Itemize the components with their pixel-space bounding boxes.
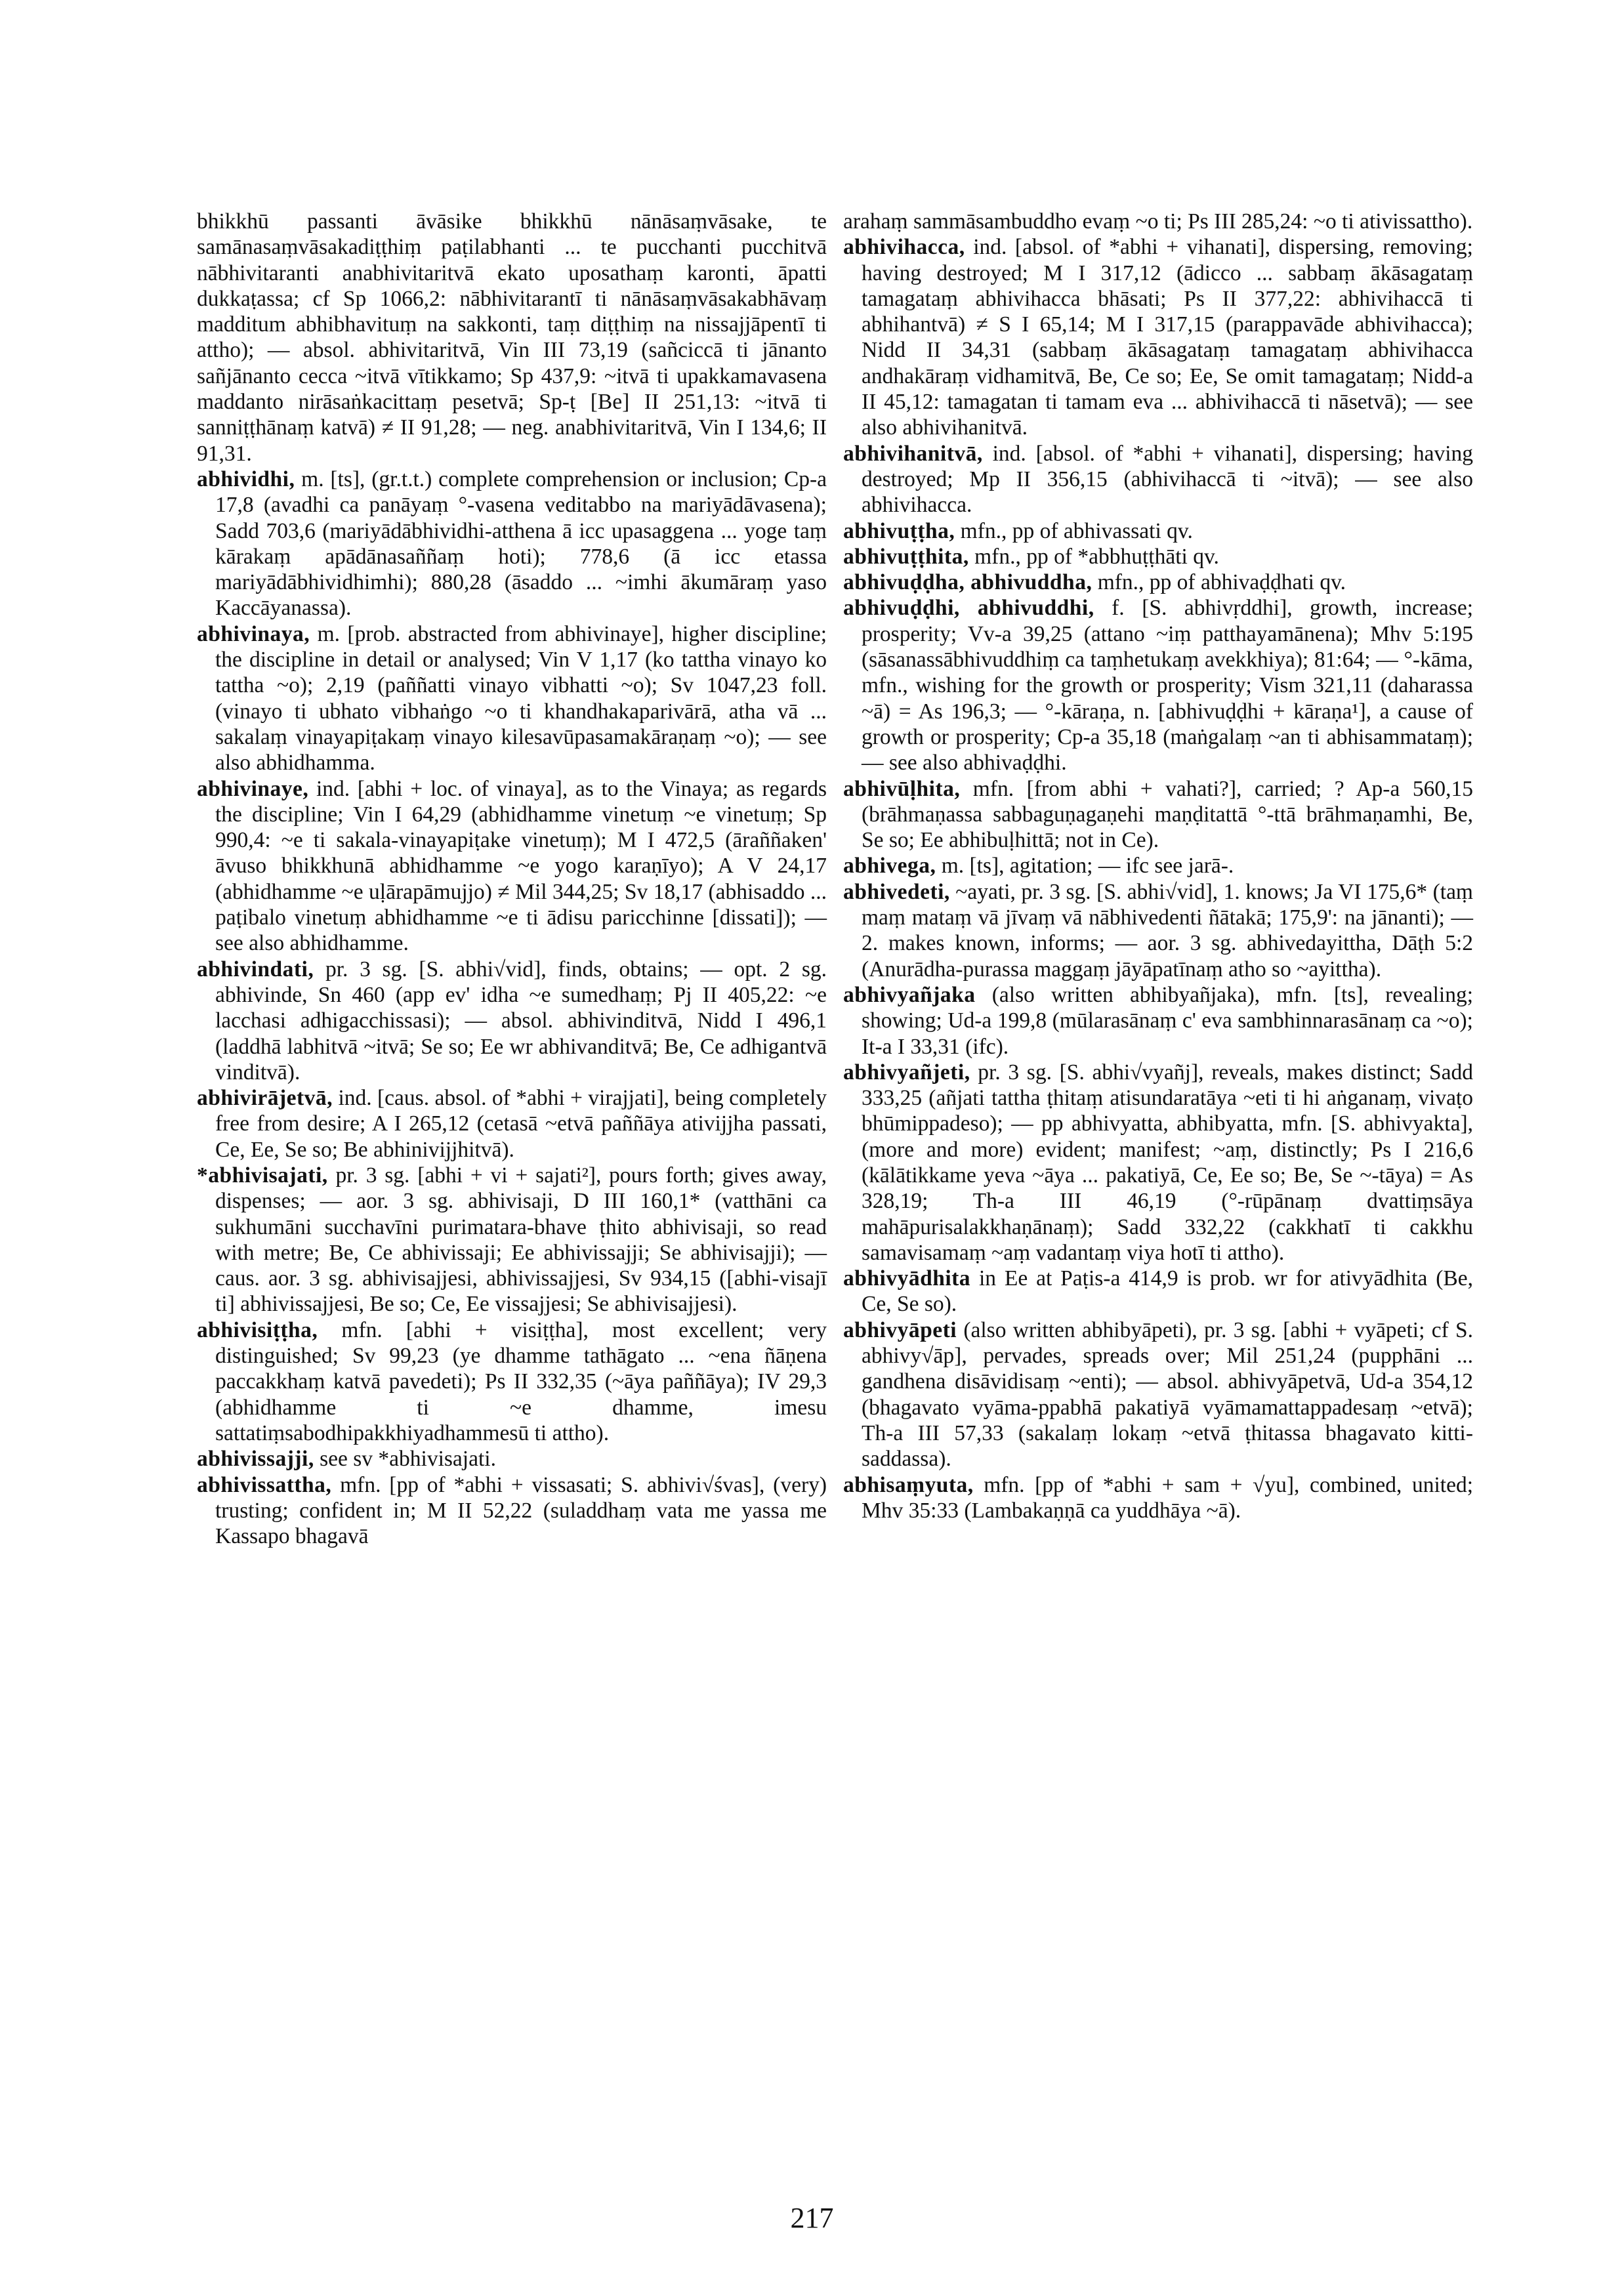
entry-abhivinaye [197, 776, 827, 957]
headword: abhivirājetvā, [197, 1086, 333, 1111]
headword: abhivūḷhita, [843, 776, 961, 801]
entry-abhivyapeti [843, 1317, 1473, 1472]
headword: abhivisiṭṭha, [197, 1317, 318, 1342]
headword: abhivyāpeti [843, 1317, 957, 1342]
entry-body: mfn. [from abhi + vahati?], carried; ? Ap-a 560,15 (brāhmaṇassa sabbaguṇagaṇehi maṇḍitattā °-ttā brāhmaṇamhi, Be, Se so; Ee abhibuḷhittā; not in Ce). [862, 776, 1473, 853]
entry-body: ind. [absol. of *abhi + vihanati], dispersing, removing; having destroyed; M I 317,12 (ādicco ... sabbaṃ ākāsagataṃ tamagataṃ abhivihacca bhāsati; Ps II 377,22: abhivihaccā ti abhihantvā) ≠ S I 65,14; M I 317,15 (parappavāde abhivihacca); Nidd II 34,31 (sabbaṃ ākāsagataṃ tamagataṃ abhivihacca andhakāraṃ vidhamitvā, Be, Ce so; Ee, Se omit tamagataṃ; Nidd-a II 45,12: tamagatan ti tamam eva ... abhivihaccā ti nāsetvā); — see also abhivihanitvā. [862, 235, 1473, 440]
headword: abhivinaye, [197, 776, 309, 801]
entry-abhividhi [197, 466, 827, 621]
entry-body: m. [ts], agitation; — ifc see jarā-. [941, 854, 1234, 879]
entry-body: mfn., pp of abhivassati qv. [960, 518, 1193, 543]
headword: abhivindati, [197, 957, 314, 982]
headword: abhividhi, [197, 466, 295, 491]
left-column [197, 209, 827, 1549]
page-number: 217 [790, 2202, 834, 2234]
entry-abhivuddhi [843, 595, 1473, 775]
entry-body: in Ee at Paṭis-a 414,9 is prob. wr for ativyādhita (Be, Ce, Se so). [862, 1266, 1474, 1317]
headword: abhivinaya, [197, 621, 310, 646]
headword: abhivega, [843, 854, 936, 879]
entry-abhivyanjeti [843, 1060, 1473, 1266]
headword: abhivedeti, [843, 879, 950, 904]
entry-body: ~ayati, pr. 3 sg. [S. abhi√vid], 1. knows; Ja VI 175,6* (taṃ maṃ mataṃ vā jīvaṃ vā nābhivedenti ñātakā; 175,9': na jānanti); — 2. makes known, informs; — aor. 3 sg. abhivedayittha, Dāṭh 5:2 (Anurādha-purassa maggaṃ jāyāpatīnaṃ atho so ~ayittha). [862, 879, 1473, 982]
headword: abhivyañjaka [843, 982, 976, 1007]
entry-abhivirajetva [197, 1085, 827, 1163]
entry-abhivissattha [197, 1472, 827, 1550]
entry-abhivihacca [843, 234, 1473, 440]
entry-abhivissajji [197, 1446, 827, 1472]
entry-abhivindati [197, 957, 827, 1085]
entry-body: mfn. [pp of *abhi + vissasati; S. abhivi√śvas], (very) trusting; confident in; M II 52,22 (suladdhaṃ vata me yassa me Kassapo bhagavā [215, 1472, 827, 1549]
entry-abhivedeti [843, 879, 1473, 982]
left-continuation-text: bhikkhū passanti āvāsike bhikkhū nānāsaṃvāsake, te samānasaṃvāsakadiṭṭhiṃ paṭilabhanti ... te pucchanti pucchitvā nābhivitaranti anabhivitaritvā ekato uposathaṃ karonti, āpatti dukkaṭassa; cf Sp 1066,2: nābhivitarantī ti nānāsaṃvāsakabhāvaṃ madditum abhibhavituṃ na sakkonti, taṃ diṭṭhiṃ na nissajjāpentī ti attho); — absol. abhivitaritvā, Vin III 73,19 (sañciccā ti jānanto sañjānanto cecca ~itvā vītikkamo; Sp 437,9: ~itvā ti upakkamavasena maddanto nirāsaṅkacittaṃ pesetvā; Sp-ṭ [Be] II 251,13: ~itvā ti sanniṭṭhānaṃ katvā) ≠ II 91,28; — neg. anabhivitaritvā, Vin I 134,6; II 91,31. [197, 209, 827, 466]
entry-body: m. [ts], (gr.t.t.) complete comprehension or inclusion; Cp-a 17,8 (avadhi ca panāyaṃ °-vasena veditabbo na mariyādāvasena); Sadd 703,6 (mariyādābhividhi-atthena ā icc upasaggena ... yoge taṃ kārakaṃ apādānasaññaṃ hoti); 778,6 (ā icc etassa mariyādābhividhimhi); 880,28 (āsaddo ... ~imhi ākumāraṃ yaso Kaccāyanassa). [215, 466, 827, 621]
headword: abhivihacca, [843, 235, 965, 260]
entry-body: mfn., pp of *abbhuṭṭhāti qv. [974, 544, 1219, 569]
headword: abhivuṭṭha, [843, 518, 955, 543]
entry-abhivihanitva [843, 441, 1473, 518]
entry-abhivulhita [843, 776, 1473, 854]
entry-abhivyadhita [843, 1266, 1473, 1317]
entry-body: f. [S. abhivṛddhi], growth, increase; prosperity; Vv-a 39,25 (attano ~iṃ patthayamānena); Mhv 5:195 (sāsanassābhivuddhiṃ ca taṃhetukaṃ avekkhiya); 81:64; — °-kāma, mfn., wishing for the growth or prosperity; Vism 321,11 (daharassa ~ā) = As 196,3; — °-kāraṇa, n. [abhivuḍḍhi + kāraṇa¹], a cause of growth or prosperity; Cp-a 35,18 (maṅgalaṃ ~an ti abhisammataṃ); — see also abhivaḍḍhi. [862, 596, 1473, 775]
headword: abhivuḍḍhi, abhivuddhi, [843, 596, 1094, 621]
right-continuation-text: arahaṃ sammāsambuddho evaṃ ~o ti; Ps III 285,24: ~o ti ativissattho). [843, 209, 1473, 234]
entry-abhivisajati [197, 1163, 827, 1317]
headword: abhivissattha, [197, 1472, 332, 1497]
entry-abhivinaya [197, 621, 827, 776]
entry-abhivuttha [843, 518, 1473, 544]
entry-body: ind. [caus. absol. of *abhi + virajjati], being completely free from desire; A I 265,12 (cetasā ~etvā paññāya ativijjha passati, Ce, Ee, Se so; Be abhinivijjhitvā). [215, 1086, 827, 1162]
right-column [843, 209, 1473, 1523]
entry-abhivega [843, 853, 1473, 879]
entry-abhivutthita [843, 544, 1473, 569]
entry-body: ind. [abhi + loc. of vinaya], as to the Vinaya; as regards the discipline; Vin I 64,29 (abhidhamme vinetuṃ ~e vinetuṃ; Sp 990,4: ~e ti sakala-vinayapiṭake vinetuṃ); M I 472,5 (āraññaken' āvuso bhikkhunā abhidhamme ~e yogo karaṇīyo); A V 24,17 (abhidhamme ~e uḷārapāmujjo) ≠ Mil 344,25; Sv 18,17 (abhisaddo ... paṭibalo vinetuṃ abhidhamme ~e ti ādisu paricchinne [dissati]); — see also abhidhamme. [215, 776, 827, 956]
entry-abhivuddha [843, 569, 1473, 595]
entry-abhisamyuta [843, 1472, 1473, 1524]
entry-body: mfn. [abhi + visiṭṭha], most excellent; very distinguished; Sv 99,23 (ye dhamme tathāgato ... ~ena ñāṇena paccakkhaṃ katvā pavedeti); Ps II 332,35 (~āya paññāya); IV 29,3 (abhidhamme ti ~e dhamme, imesu sattatiṃsabodhipakkhiyadhammesū ti attho). [215, 1317, 827, 1445]
entry-abhivisittha [197, 1317, 827, 1446]
entry-body: mfn., pp of abhivaḍḍhati qv. [1097, 570, 1346, 595]
entry-body: pr. 3 sg. [abhi + vi + sajati²], pours forth; gives away, dispenses; — aor. 3 sg. abhivisaji, D III 160,1* (vatthāni ca sukhumāni succhavīni purimatara-bhave ṭhito abhivisaji, so read with metre; Be, Ce abhivissaji; Ee abhivissajji; Se abhivisajji); — caus. aor. 3 sg. abhivisajjesi, abhivissajjesi, Sv 934,15 ([abhi-visajī ti] abhivissajjesi, Be so; Ce, Ee vissajjesi; Se abhivisajjesi). [215, 1163, 827, 1317]
headword: abhisaṃyuta, [843, 1472, 974, 1497]
entry-body: (also written abhibyañjaka), mfn. [ts], revealing; showing; Ud-a 199,8 (mūlarasānaṃ c' eva sambhinnarasānaṃ ca ~o); It-a I 33,31 (ifc). [862, 982, 1474, 1059]
headword: *abhivisajati, [197, 1163, 328, 1188]
entry-body: pr. 3 sg. [S. abhi√vyañj], reveals, makes distinct; Sadd 333,25 (añjati tattha ṭhitaṃ atisundaratāya ~eti ti hi aṅganaṃ, vivaṭo bhūmippadeso); — pp abhivyatta, abhibyatta, mfn. [S. abhivyakta], (more and more) evident; manifest; ~aṃ, distinctly; Ps I 216,6 (kālātikkame yeva ~āya ... pakatiyā, Ce, Ee so; Be, Se ~-tāya) = As 328,19; Th-a III 46,19 (°-rūpānaṃ dvattiṃsāya mahāpurisalakkhaṇānaṃ); Sadd 332,22 (cakkhatī ti cakkhu samavisamaṃ ~aṃ vadantaṃ viya hotī ti attho). [862, 1060, 1473, 1265]
entry-body: mfn. [pp of *abhi + sam + √yu], combined, united; Mhv 35:33 (Lambakaṇṇā ca yuddhāya ~ā). [862, 1472, 1473, 1523]
entry-abhivyanjaka [843, 982, 1473, 1060]
entry-body: (also written abhibyāpeti), pr. 3 sg. [abhi + vyāpeti; cf S. abhivy√āp], pervades, spreads over; Mil 251,24 (pupphāni ... gandhena disāvidisaṃ ~enti); — absol. abhivyāpetvā, Ud-a 354,12 (bhagavato vyāma-ppabhā pakatiyā vyāmamattappadesaṃ ~etvā); Th-a III 57,33 (sakalaṃ lokaṃ ~etvā ṭhitassa bhagavato kitti-saddassa). [862, 1317, 1474, 1472]
headword: abhivuḍḍha, abhivuddha, [843, 570, 1093, 595]
headword: abhivihanitvā, [843, 441, 983, 466]
entry-body: m. [prob. abstracted from abhivinaye], higher discipline; the discipline in detail or analysed; Vin V 1,17 (ko tattha vinayo ko tattha ~o); 2,19 (paññatti vinayo vibhatti ~o); Sv 1047,23 foll. (vinayo ti ubhato vibhaṅgo ~o ti khandhakaparivārā, atha vā ... sakalaṃ vinayapiṭakaṃ vinayo kilesavūpasamakāraṇaṃ ~o); — see also abhidhamma. [215, 621, 827, 775]
headword: abhivissajji, [197, 1447, 314, 1472]
entry-body: ind. [absol. of *abhi + vihanati], dispersing; having destroyed; Mp II 356,15 (abhivihaccā ti ~itvā); — see also abhivihacca. [862, 441, 1473, 518]
entry-body: pr. 3 sg. [S. abhi√vid], finds, obtains; — opt. 2 sg. abhivinde, Sn 460 (app ev' idha ~e sumedhaṃ; Pj II 405,22: ~e lacchasi adhigacchissasi); — absol. abhivinditvā, Nidd I 496,1 (laddhā labhitvā ~itvā; Se so; Ee wr abhivanditvā; Be, Ce adhigantvā vinditvā). [215, 957, 827, 1085]
headword: abhivyādhita [843, 1266, 971, 1291]
headword: abhivyañjeti, [843, 1060, 970, 1085]
entry-body: see sv *abhivisajati. [320, 1447, 496, 1472]
headword: abhivuṭṭhita, [843, 544, 969, 569]
